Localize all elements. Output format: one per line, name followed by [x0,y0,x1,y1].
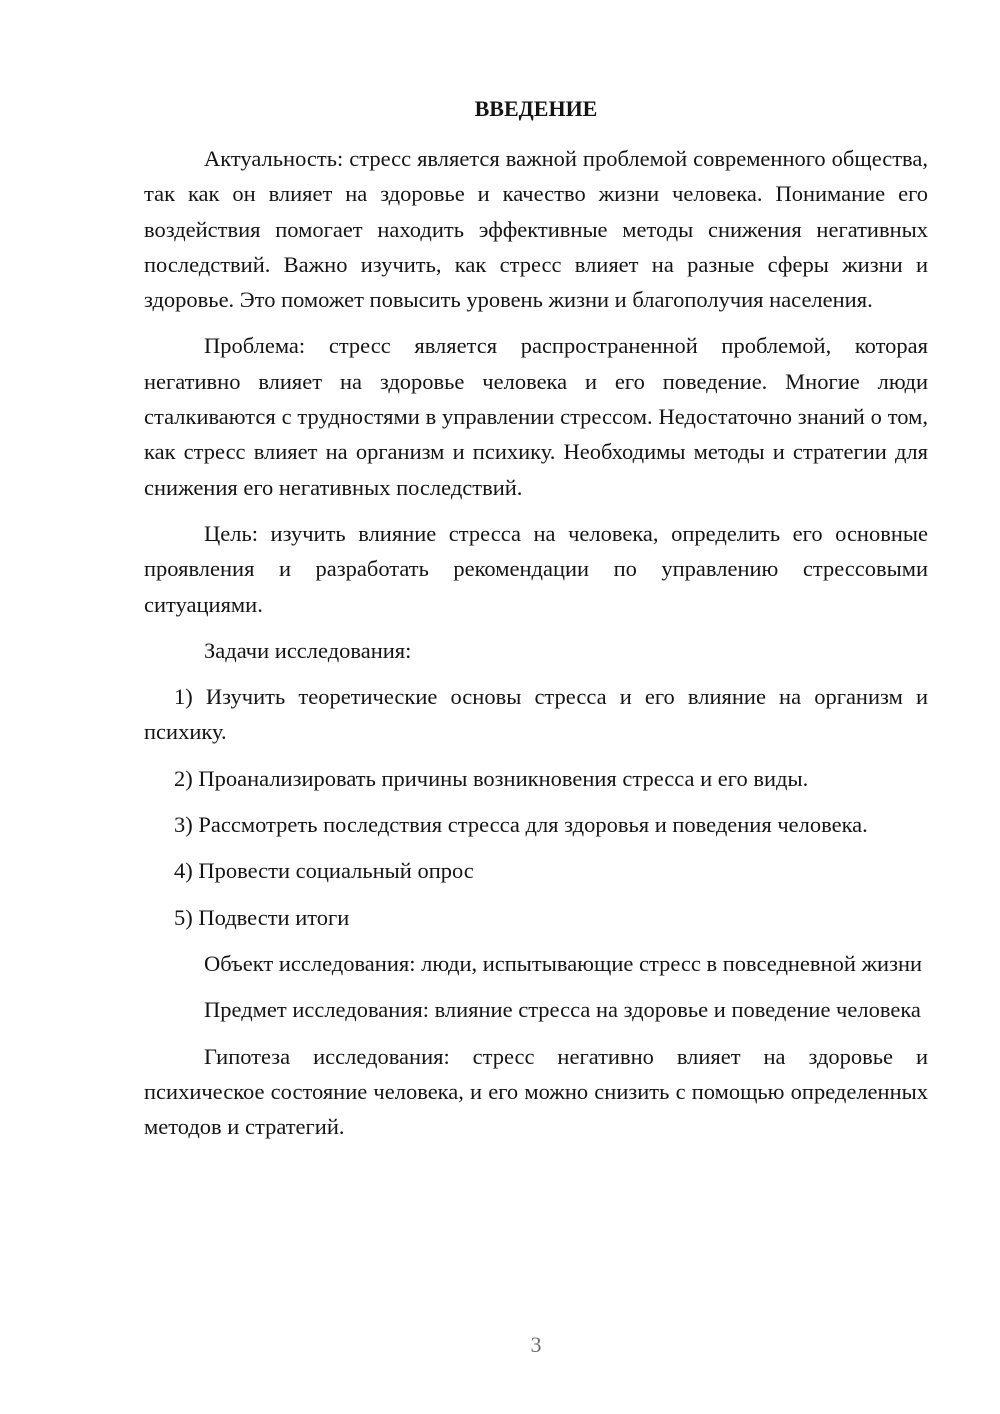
hypothesis-paragraph: Гипотеза исследования: стресс негативно влияет на здоровье и психическое состояние человека, и его можно снизить с помощью определенных методов и стратегий. [144,1043,928,1140]
tasks-heading: Задачи исследования: [204,637,412,663]
task-item-4: 4) Провести социальный опрос [174,858,474,884]
subject-paragraph: Предмет исследования: влияние стресса на здоровье и поведение человека [204,997,921,1023]
object-paragraph: Объект исследования: люди, испытывающие стресс в повседневной жизни [204,950,923,976]
page-title: ВВЕДЕНИЕ [474,96,598,121]
task-item-1: 1) Изучить теоретические основы стресса и его влияние на организм и психику. [144,684,928,745]
page-content [144,91,928,1155]
task-item-3: 3) Рассмотреть последствия стресса для здоровья и поведения человека. [174,812,868,838]
page-number: 3 [530,1332,542,1357]
task-item-2: 2) Проанализировать причины возникновения стресса и его виды. [174,765,809,791]
task-item-5: 5) Подвести итоги [174,904,350,930]
problem-paragraph: Проблема: стресс является распространенной проблемой, которая негативно влияет на здоровье человека и его поведение. Многие люди сталкиваются с трудностями в управлении стрессом. Недостаточно знаний о том, как стресс влияет на организм и психику. Необходимы методы и стратегии для снижения его негативных последствий. [144,333,928,500]
relevance-paragraph: Актуальность: стресс является важной проблемой современного общества, так как он влияет на здоровье и качество жизни человека. Понимание его воздействия помогает находить эффективные методы снижения негативных последствий. Важно изучить, как стресс влияет на разные сферы жизни и здоровье. Это поможет повысить уровень жизни и благополучия населения. [144,146,928,313]
goal-paragraph: Цель: изучить влияние стресса на человека, определить его основные проявления и разработать рекомендации по управлению стрессовыми ситуациями. [144,520,928,617]
